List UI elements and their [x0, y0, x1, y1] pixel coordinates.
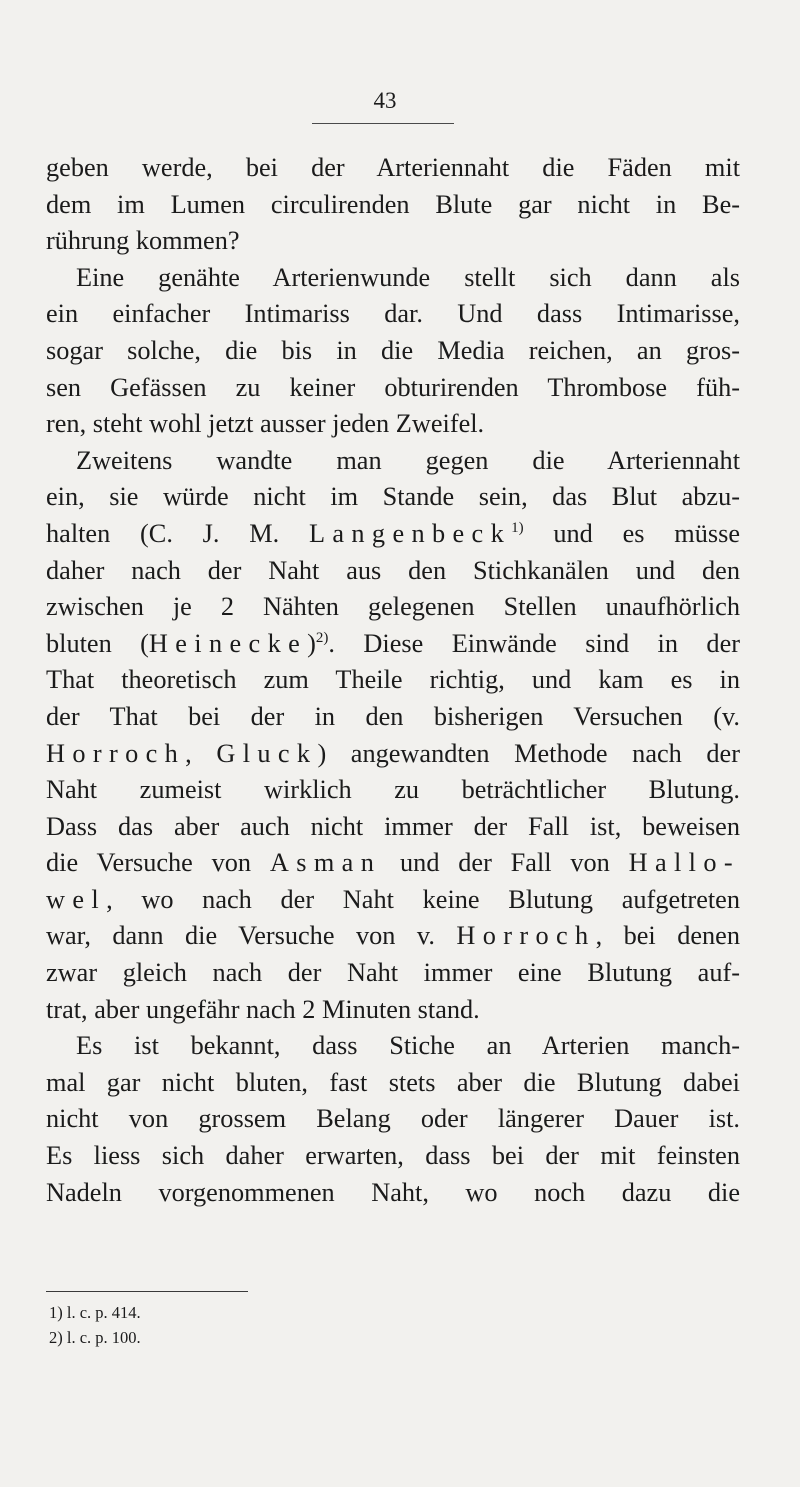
text-line	[46, 626, 740, 663]
footnote: 2) l. c. p. 100.	[49, 1328, 141, 1347]
text-fragment: , wo nach der Naht keine Blutung aufgetreten	[106, 884, 740, 914]
text-fragment: war, dann die Versuche von v.	[46, 921, 457, 951]
text-line	[46, 882, 740, 919]
text-line: dem im Lumen circulirenden Blute gar nicht in Be-	[46, 189, 740, 219]
text-fragment: bluten (	[46, 628, 149, 658]
text-line: Es ist bekannt, dass Stiche an Arterien manch-	[76, 1031, 740, 1061]
text-line: That theoretisch zum Theile richtig, und kam es in	[46, 665, 740, 695]
text-fragment: und es müsse	[523, 518, 740, 548]
footnotes	[49, 1300, 141, 1350]
text-line: ein, sie würde nicht im Stande sein, das Blut abzu-	[46, 482, 740, 512]
text-fragment: , bei denen	[595, 921, 740, 951]
text-line: Dass das aber auch nicht immer der Fall ist, beweisen	[46, 811, 740, 841]
text-line: Eine genähte Arterienwunde stellt sich dann als	[76, 262, 740, 292]
text-line: zwischen je 2 Nähten gelegenen Stellen unaufhörlich	[46, 592, 740, 622]
author-name: Horroch	[46, 738, 186, 768]
text-line	[46, 736, 740, 773]
text-fragment: und der Fall von	[381, 848, 629, 878]
author-name: Heinecke	[148, 628, 308, 658]
footnote: 1) l. c. p. 414.	[49, 1303, 141, 1322]
text-line	[46, 516, 740, 553]
author-name: wel	[46, 884, 107, 914]
text-line: geben werde, bei der Arteriennaht die Fäden mit	[46, 153, 740, 182]
text-fragment: die Versuche von	[46, 848, 270, 878]
text-line: nicht von grossem Belang oder längerer Dauer ist.	[46, 1104, 740, 1134]
author-name: Horroch	[456, 921, 596, 951]
text-line: Zweitens wandte man gegen die Arteriennaht	[76, 445, 740, 475]
text-line: zwar gleich nach der Naht immer eine Blutung auf-	[46, 958, 740, 988]
text-fragment: ,	[185, 738, 217, 768]
text-fragment: )	[307, 628, 316, 658]
text-line: ein einfacher Intimariss dar. Und dass Intimarisse,	[46, 299, 740, 329]
footnote-ref: 2)	[315, 629, 329, 646]
text-line: trat, aber ungefähr nach 2 Minuten stand.	[46, 994, 480, 1024]
text-fragment: ) angewandten Methode nach der	[317, 738, 740, 768]
body-text	[46, 150, 740, 1211]
footnote-rule	[46, 1291, 248, 1292]
text-line: mal gar nicht bluten, fast stets aber die Blutung dabei	[46, 1067, 740, 1097]
text-fragment: . Diese Einwände sind in der	[328, 628, 740, 658]
page-number: 43	[373, 88, 397, 113]
text-line: rührung kommen?	[46, 226, 240, 256]
footnote-ref: 1)	[511, 520, 524, 537]
text-fragment: halten (C. J. M.	[46, 518, 309, 548]
text-line: sogar solche, die bis in die Media reichen, an gros-	[46, 335, 740, 365]
text-line: sen Gefässen zu keiner obturirenden Thrombose füh-	[46, 372, 740, 402]
text-line: Nadeln vorgenommenen Naht, wo noch dazu die	[46, 1177, 740, 1207]
text-line	[46, 918, 740, 955]
author-name: Gluck	[216, 738, 318, 768]
author-name: Langenbeck	[308, 518, 512, 548]
author-name: Asman	[269, 848, 382, 878]
header-rule	[312, 123, 454, 124]
text-line	[46, 845, 740, 882]
text-line: Naht zumeist wirklich zu beträchtlicher Blutung.	[46, 775, 740, 805]
text-line: ren, steht wohl jetzt ausser jeden Zweifel.	[46, 409, 485, 439]
author-name: Hallo-	[628, 848, 740, 878]
text-line: der That bei der in den bisherigen Versuchen (v.	[46, 701, 740, 731]
text-line: daher nach der Naht aus den Stichkanälen und den	[46, 555, 740, 585]
text-line: Es liess sich daher erwarten, dass bei der mit feinsten	[46, 1141, 740, 1171]
